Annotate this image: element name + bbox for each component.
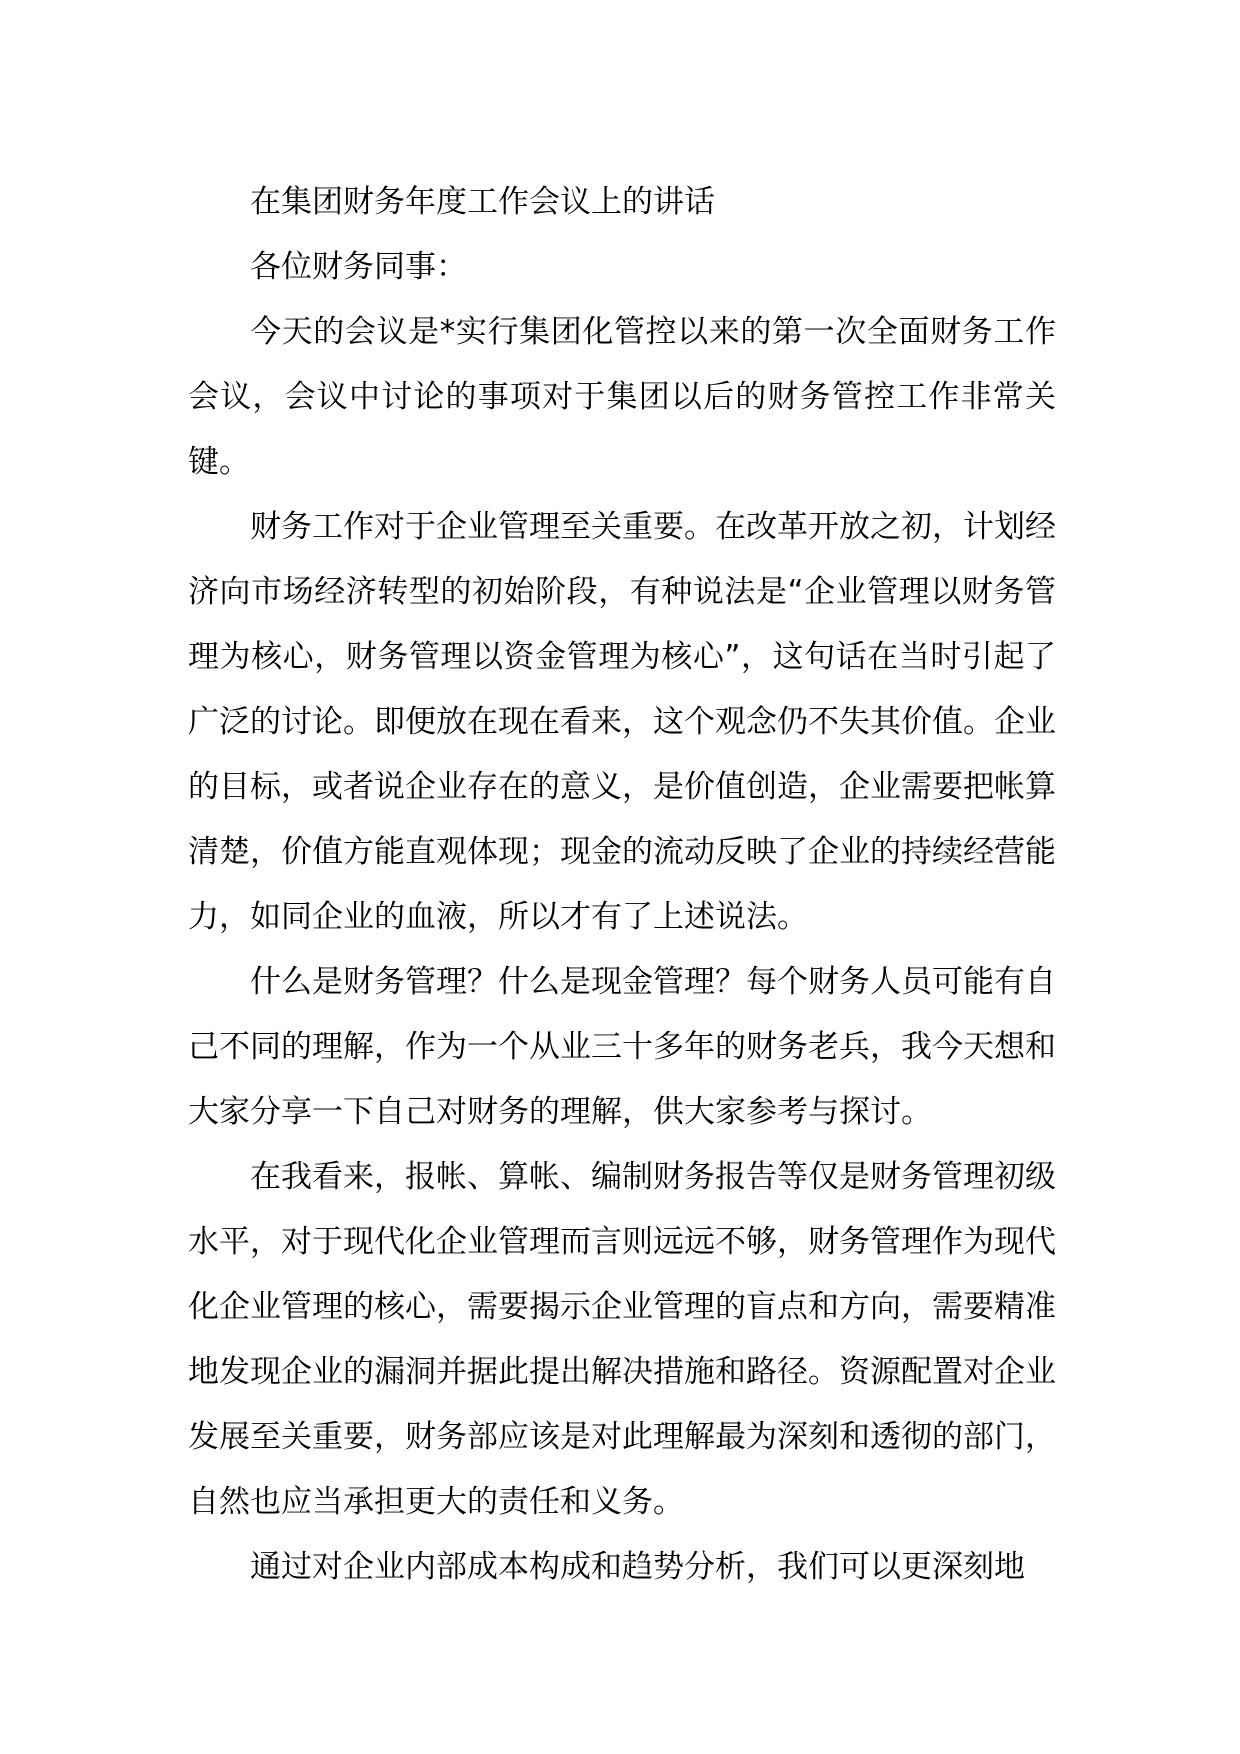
paragraph-3: 什么是财务管理？什么是现金管理？每个财务人员可能有自己不同的理解，作为一个从业三十多年的财务老兵，我今天想和大家分享一下自己对财务的理解，供大家参考与探讨。: [188, 964, 1056, 1130]
salutation: 各位财务同事：: [250, 249, 467, 285]
paragraph-4: 在我看来，报帐、算帐、编制财务报告等仅是财务管理初级水平，对于现代化企业管理而言则远远不够，财务管理作为现代化企业管理的核心，需要揭示企业管理的盲点和方向，需要精准地发现企业的漏洞并据此提出解决措施和路径。资源配置对企业发展至关重要，财务部应该是对此理解最为深刻和透彻的部门，自然也应当承担更大的责任和义务。: [188, 1159, 1056, 1520]
paragraph-5: 通过对企业内部成本构成和趋势分析，我们可以更深刻地: [250, 1549, 1025, 1585]
paragraph-2: 财务工作对于企业管理至关重要。在改革开放之初，计划经济向市场经济转型的初始阶段，有种说法是“企业管理以财务管理为核心，财务管理以资金管理为核心”，这句话在当时引起了广泛的讨论。即便放在现在看来，这个观念仍不失其价值。企业的目标，或者说企业存在的意义，是价值创造，企业需要把帐算清楚，价值方能直观体现；现金的流动反映了企业的持续经营能力，如同企业的血液，所以才有了上述说法。: [188, 509, 1056, 935]
document-title: 在集团财务年度工作会议上的讲话: [250, 184, 715, 220]
document-body: [188, 170, 1056, 1600]
paragraph-1: 今天的会议是*实行集团化管控以来的第一次全面财务工作会议，会议中讨论的事项对于集团以后的财务管控工作非常关键。: [188, 314, 1056, 480]
